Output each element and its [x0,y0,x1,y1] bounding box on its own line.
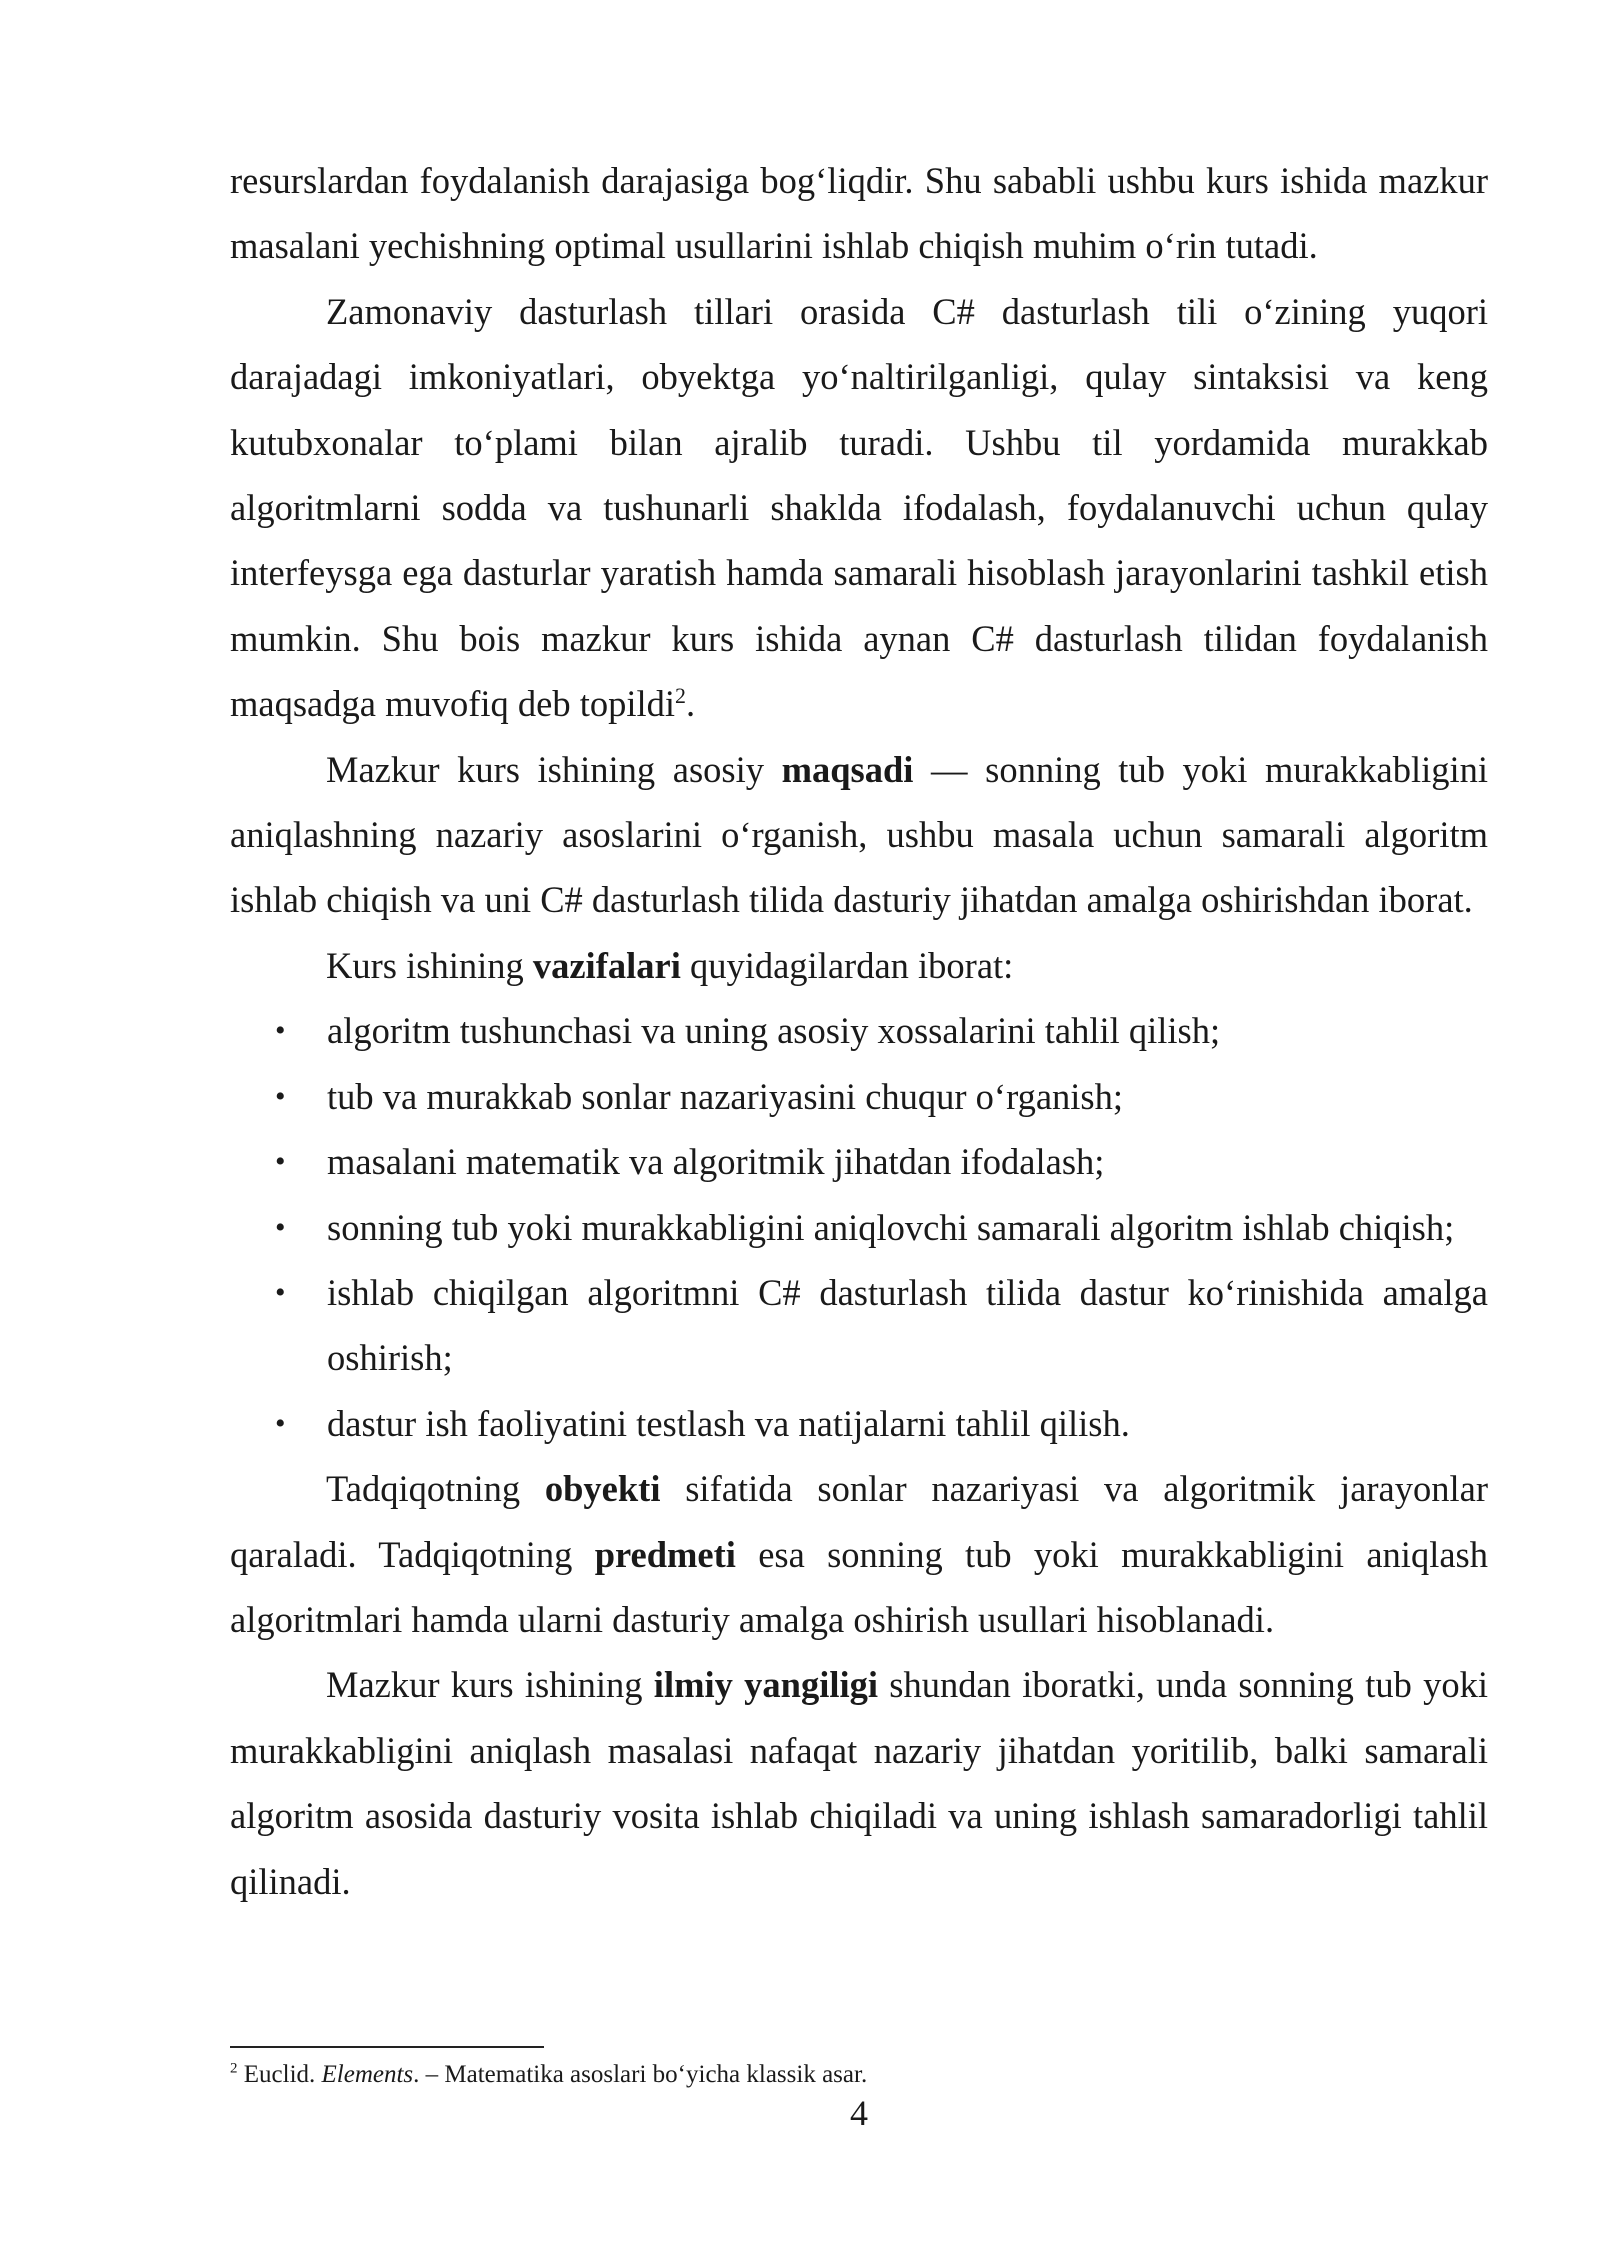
footnote-author: Euclid. [237,2061,322,2088]
bullet-icon: • [275,1079,286,1113]
list-item-text: dastur ish faoliyatini testlash va natijalarni tahlil qilish. [327,1402,1130,1444]
paragraph-novelty [230,1652,1488,1914]
paragraph-text: quyidagilardan iborat: [680,944,1014,986]
bullet-icon: • [275,1275,286,1309]
list-item [230,1195,1488,1260]
bold-term-ilmiy-yangiligi: ilmiy yangiligi [653,1664,879,1706]
bullet-icon: • [275,1210,286,1244]
paragraph-tasks-intro [230,933,1488,998]
bold-term-vazifalari: vazifalari [532,944,681,986]
list-item [230,998,1488,1063]
page-number: 4 [850,2093,868,2133]
paragraph-end: . [685,683,696,725]
paragraph-text: esa sonning tub yoki murakkabligini aniqlash algoritmlari hamda ularni dasturiy amalga oshirish usullari hisoblanadi. [230,1533,1488,1640]
list-item [230,1064,1488,1129]
footnote-description: . – Matematika asoslari bo‘yicha klassik asar. [413,2061,868,2088]
paragraph-goal [230,737,1488,933]
list-item-text: ishlab chiqilgan algoritmni C# dasturlash tilida dastur ko‘rinishida amalga oshirish; [327,1271,1488,1379]
paragraph-text: sifatida sonlar nazariyasi va algoritmik jarayonlar qaraladi. Tadqiqotning [230,1468,1488,1575]
list-item [230,1129,1488,1194]
list-item-text: masalani matematik va algoritmik jihatdan ifodalash; [327,1141,1105,1183]
footnote-reference: 2 [675,683,686,709]
paragraph-csharp-language [230,279,1488,737]
list-item-text: sonning tub yoki murakkabligini aniqlovchi samarali algoritm ishlab chiqish; [327,1206,1455,1248]
bold-term-predmeti: predmeti [594,1533,736,1575]
paragraph-intro-continuation: resurslardan foydalanish darajasiga bog‘liqdir. Shu sababli ushbu kurs ishida mazkur masalani yechishning optimal usullarini ishlab chiqish muhim o‘rin tutadi. [230,160,1488,267]
footnote-separator [230,2046,544,2048]
bullet-icon: • [275,1014,286,1048]
paragraph-text: Mazkur kurs ishining [326,1664,654,1706]
page-body [230,148,1488,1914]
list-item-text: tub va murakkab sonlar nazariyasini chuqur o‘rganish; [327,1075,1124,1117]
paragraph-text: Kurs ishining [326,944,533,986]
footnote [230,2058,1488,2092]
bullet-icon: • [275,1145,286,1179]
paragraph-object-subject [230,1456,1488,1652]
footnote-number: 2 [230,2060,238,2077]
paragraph-text: — sonning tub yoki murakkabligini aniqlashning nazariy asoslarini o‘rganish, ushbu masala uchun samarali algoritm ishlab chiqish va uni C# dasturlash tilida dasturiy jihatdan amalga oshirishdan iborat. [230,748,1489,921]
tasks-list [230,998,1488,1456]
footnote-title: Elements [321,2061,414,2088]
paragraph-text: shundan iboratki, unda sonning tub yoki murakkabligini aniqlash masalasi nafaqat nazariy jihatdan yoritilib, balki samarali algoritm asosida dasturiy vosita ishlab chiqiladi va uning ishlash samaradorligi tahlil qilinadi. [230,1664,1488,1902]
paragraph-text: Zamonaviy dasturlash tillari orasida C# dasturlash tili o‘zining yuqori darajadagi imkoniyatlari, obyektga yo‘naltirilganligi, qulay sintaksisi va keng kutubxonalar to‘plami bilan ajralib turadi. Ushbu til yordamida murakkab algoritmlarni sodda va tushunarli shaklda ifodalash, foydalanuvchi uchun qulay interfeysga ega dasturlar yaratish hamda samarali hisoblash jarayonlarini tashkil etish mumkin. Shu bois mazkur kurs ishida aynan C# dasturlash tilidan foydalanish maqsadga muvofiq deb topildi [230,290,1488,725]
bold-term-maqsadi: maqsadi [781,748,914,790]
bold-term-obyekti: obyekti [544,1468,661,1510]
list-item-text: algoritm tushunchasi va uning asosiy xossalarini tahlil qilish; [327,1010,1221,1052]
paragraph-text: Mazkur kurs ishining asosiy [326,748,782,790]
list-item [230,1260,1488,1391]
list-item [230,1391,1488,1456]
paragraph-text: Tadqiqotning [326,1468,545,1510]
bullet-icon: • [275,1406,286,1440]
